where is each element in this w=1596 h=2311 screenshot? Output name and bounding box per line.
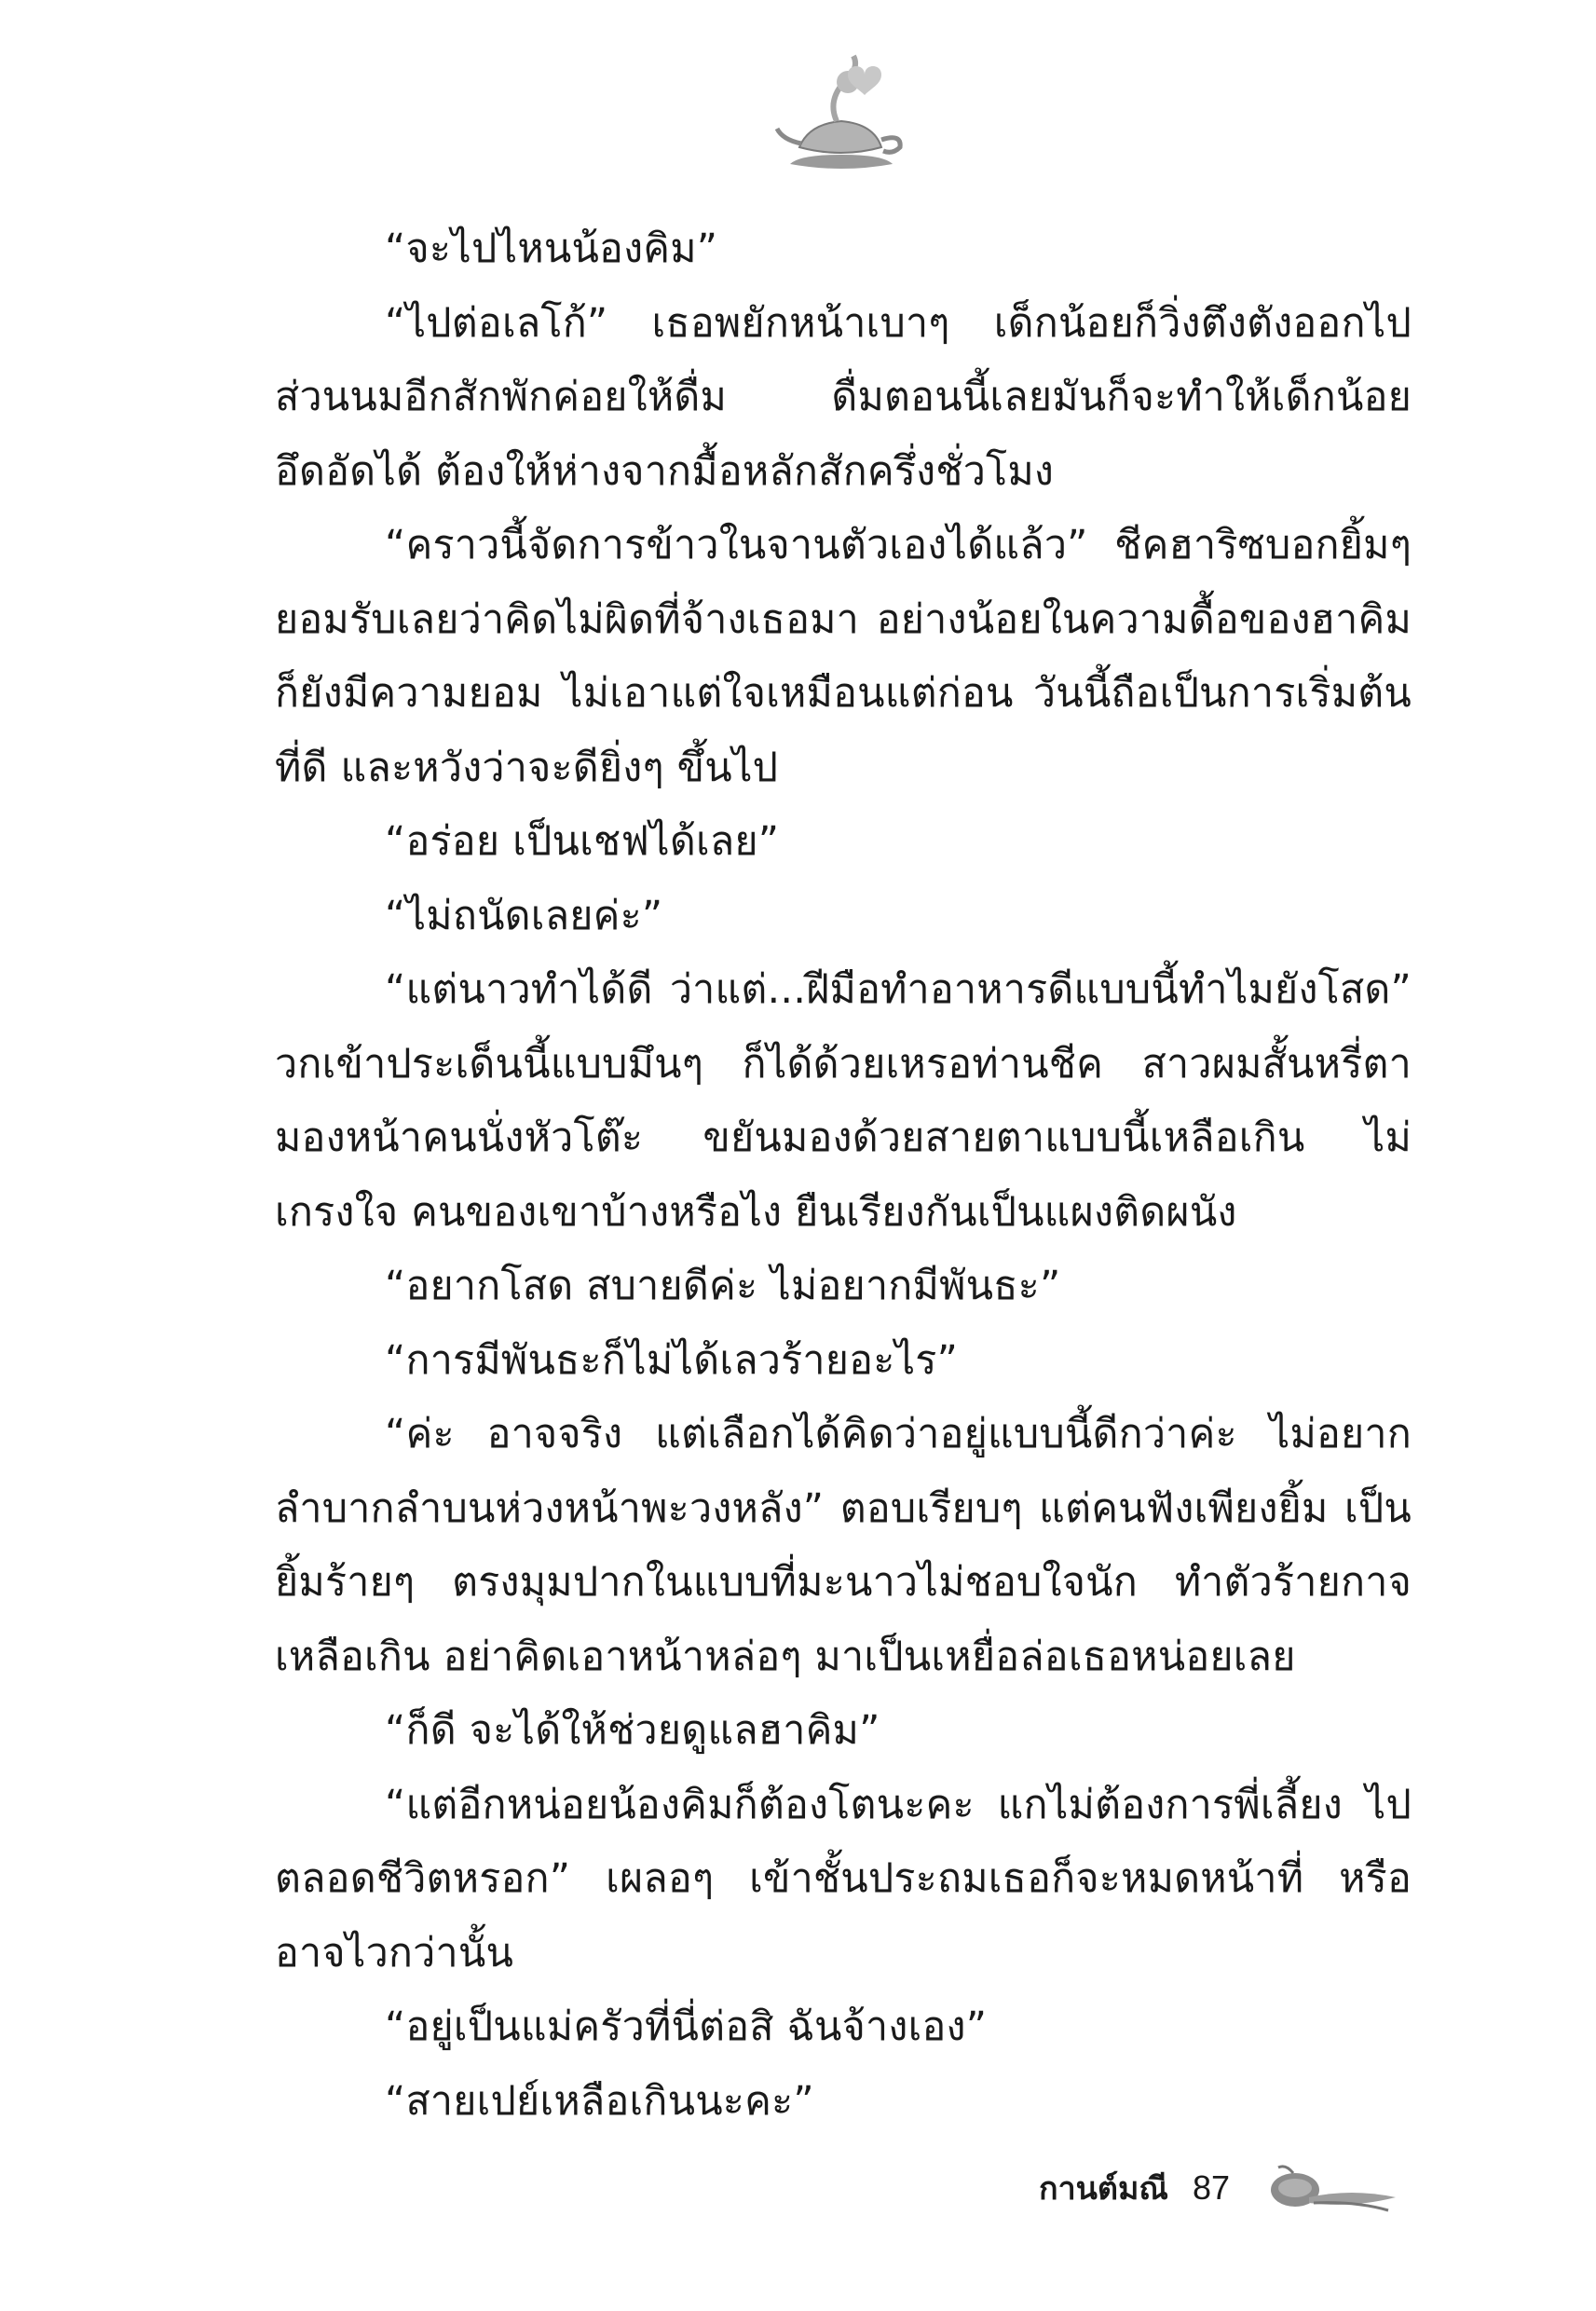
paragraph: “คราวนี้จัดการข้าวในจานตัวเองได้แล้ว” ชีคฮาริซบอกยิ้มๆ ยอมรับเลยว่าคิดไม่ผิดที่จ้างเธอมา อย่างน้อยในความดื้อของฮาคิม ก็ยังมีความยอม ไม่เอาแต่ใจเหมือนแต่ก่อน วันนี้ถือเป็นการเริ่มต้นที่ดี และหวังว่าจะดียิ่งๆ ขึ้นไป bbox=[275, 522, 1412, 791]
genie-lamp-ornament-icon bbox=[771, 54, 911, 175]
page-number: 87 bbox=[1192, 2168, 1231, 2207]
paragraph: “ไปต่อเลโก้” เธอพยักหน้าเบาๆ เด็กน้อยก็วิ่งตึงตังออกไป ส่วนนมอีกสักพักค่อยให้ดื่ม ดื่มตอนนี้เลยมันก็จะทำให้เด็กน้อยอึดอัดได้ ต้องให้ห่างจากมื้อหลักสักครึ่งชั่วโมง bbox=[275, 299, 1412, 495]
paragraph: “ค่ะ อาจจริง แต่เลือกได้คิดว่าอยู่แบบนี้ดีกว่าค่ะ ไม่อยาก ลำบากลำบนห่วงหน้าพะวงหลัง” ตอบเรียบๆ แต่คนฟังเพียงยิ้ม เป็น ยิ้มร้ายๆ ตรงมุมปากในแบบที่มะนาวไม่ชอบใจนัก ทำตัวร้ายกาจ เหลือเกิน อย่าคิดเอาหน้าหล่อๆ มาเป็นเหยื่อล่อเธอหน่อยเลย bbox=[275, 1411, 1412, 1680]
paragraph: “อร่อย เป็นเชฟได้เลย” bbox=[385, 818, 780, 865]
paragraph: “การมีพันธะก็ไม่ได้เลวร้ายอะไร” bbox=[385, 1336, 959, 1384]
running-title: กานต์มณี bbox=[1039, 2170, 1168, 2208]
paragraph: “ไม่ถนัดเลยค่ะ” bbox=[385, 892, 663, 939]
paragraph: “แต่นาวทำได้ดี ว่าแต่...ฝีมือทำอาหารดีแบบนี้ทำไมยังโสด” วกเข้าประเด็นนี้แบบมึนๆ ก็ได้ด้วยเหรอท่านชีค สาวผมสั้นหรี่ตา มองหน้าคนนั่งหัวโต๊ะ ขยันมองด้วยสายตาแบบนี้เหลือเกิน ไม่เกรงใจ คนของเขาบ้างหรือไง ยืนเรียงกันเป็นแผงติดผนัง bbox=[275, 966, 1412, 1236]
paragraph: “จะไปไหนน้องคิม” bbox=[385, 226, 718, 272]
paragraph: “สายเปย์เหลือเกินนะคะ” bbox=[385, 2077, 814, 2125]
paragraph: “แต่อีกหน่อยน้องคิมก็ต้องโตนะคะ แกไม่ต้องการพี่เลี้ยง ไปตลอดชีวิตหรอก” เผลอๆ เข้าชั้นประถมเธอก็จะหมดหน้าที่ หรือ อาจไวกว่านั้น bbox=[275, 1781, 1412, 1976]
paragraph: “ก็ดี จะได้ให้ช่วยดูแลฮาคิม” bbox=[385, 1707, 880, 1754]
page-footer bbox=[1039, 2155, 1398, 2221]
page-body bbox=[275, 212, 1412, 2139]
paragraph: “อยากโสด สบายดีค่ะ ไม่อยากมีพันธะ” bbox=[385, 1263, 1061, 1309]
paragraph: “อยู่เป็นแม่ครัวที่นี่ต่อสิ ฉันจ้างเอง” bbox=[385, 2003, 988, 2050]
vegetables-ornament-icon bbox=[1258, 2160, 1398, 2216]
